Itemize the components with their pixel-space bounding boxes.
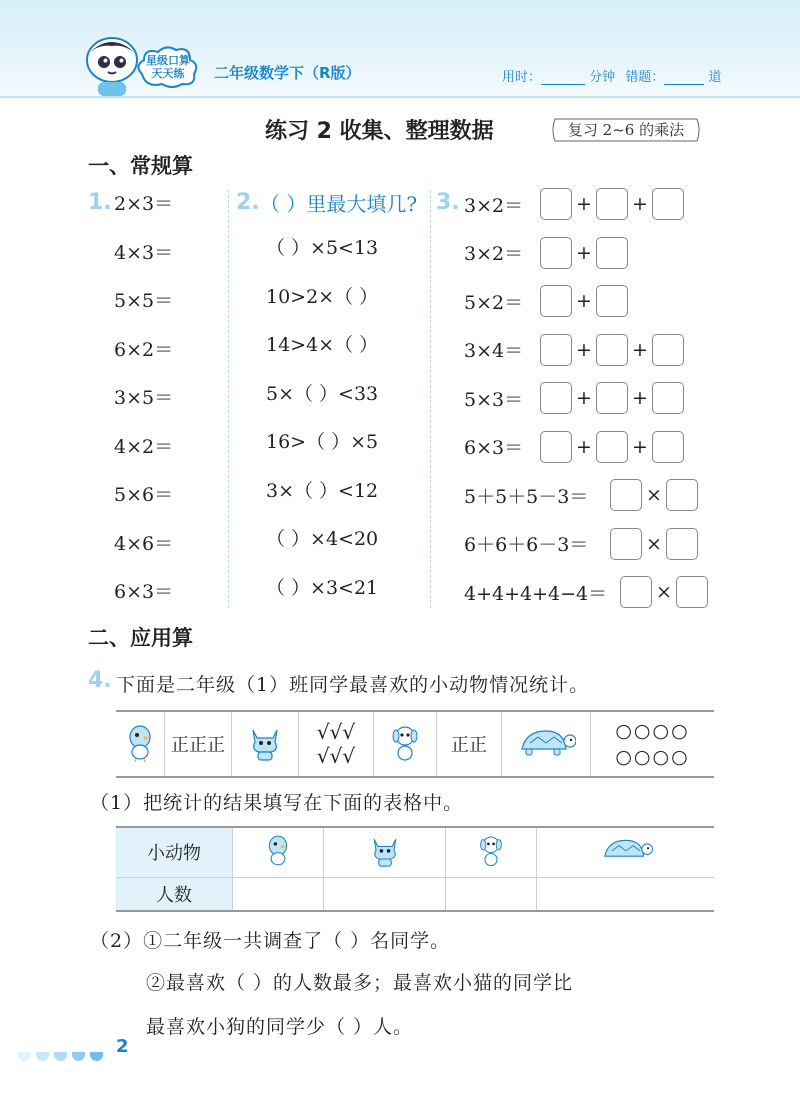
plus-sign: + [576,193,592,215]
q3-row [464,576,794,625]
answer-box[interactable] [596,237,628,269]
q2-row[interactable]: （ ）×4<20 [266,528,379,550]
timer-area [502,66,721,85]
answer-box[interactable] [620,576,652,608]
time-unit: 分钟 [589,70,616,85]
times-sign: × [646,484,662,506]
bird-cell [116,711,165,777]
q2-row[interactable]: （ ）×5<13 [266,237,379,259]
lesson-title: 练习 2 收集、整理数据 [265,119,494,144]
q2-row[interactable]: （ ）×3<21 [266,576,379,599]
plus-sign: + [632,435,648,458]
cat-cell [232,711,299,777]
answer-box[interactable] [652,382,684,414]
q1-row: 5×5＝ [114,290,174,312]
q3-expr: 5＋5＋5－3＝ [464,485,589,508]
q2-title: （ ）里最大填几? [260,192,418,216]
turtle-icon [599,835,653,865]
q4-intro: 下面是二年级（1）班同学最喜欢的小动物情况统计。 [116,674,590,696]
review-badge [549,115,703,145]
q1-row: 6×2＝ [114,338,174,361]
footer-dot [90,1052,103,1061]
answer-box[interactable] [666,479,698,511]
table-header-label: 小动物 [116,827,233,877]
review-text: 复习 2~6 的乘法 [567,121,685,139]
turtle-tally [591,711,715,777]
q3-row [464,334,794,383]
turtle-icon [516,725,576,759]
plus-sign: + [632,193,648,215]
q4-part2-line3: 最喜欢小狗的同学少（ ）人。 [146,1016,414,1038]
times-sign: × [656,581,672,603]
plus-sign: + [576,290,592,312]
answer-box[interactable] [652,334,684,366]
q1-row: 4×3＝ [114,241,174,264]
dog-count-cell[interactable] [446,877,537,911]
q3-row [464,382,794,431]
footer-dot [18,1052,31,1061]
q3-row [464,528,794,577]
answer-box[interactable] [540,237,572,269]
plus-sign: + [576,387,592,409]
section2-title: 二、应用算 [88,626,193,650]
answer-box[interactable] [610,479,642,511]
answer-box[interactable] [540,188,572,220]
q1-row: 3×5＝ [114,387,174,409]
footer-dot [72,1052,85,1061]
q1-row: 2×3＝ [114,193,174,215]
q1-row: 6×3＝ [114,581,174,603]
plus-sign: + [632,387,648,409]
plus-sign: + [576,241,592,264]
plus-sign: + [576,338,592,361]
cat-count-cell[interactable] [323,877,445,911]
footer-decoration [18,1046,108,1065]
result-table [116,826,714,912]
answer-box[interactable] [596,285,628,317]
turtle-header [537,827,714,877]
answer-box[interactable] [540,334,572,366]
times-sign: × [646,532,662,555]
answer-box[interactable] [540,285,572,317]
answer-box[interactable] [652,431,684,463]
bird-header [233,827,324,877]
plus-sign: + [576,435,592,458]
cat-tally [299,711,374,777]
q2-row[interactable]: 16>（ ）×5 [266,431,379,453]
q1-row: 5×6＝ [114,484,174,506]
q2-row[interactable]: 3×（ ）<12 [266,479,379,502]
column-divider [430,190,431,608]
dog-icon [478,832,504,868]
bird-tally: 正正正 [165,711,232,777]
q3-expr: 6＋6＋6－3＝ [464,534,589,556]
cat-tally-line: √√√ [316,720,356,744]
answer-box[interactable] [596,382,628,414]
cat-header [323,827,445,877]
answer-box[interactable] [540,382,572,414]
q1-row: 4×2＝ [114,435,174,458]
q3-expr: 6×3＝ [464,437,524,459]
answer-box[interactable] [596,431,628,463]
brand-line1: 星级口算 [146,54,190,67]
turtle-tally-line: ○○○○ [615,746,690,768]
q3-column [464,188,794,625]
q3-expr: 3×2＝ [464,243,524,265]
q3-expr: 3×4＝ [464,340,524,362]
q1-number: 1. [88,190,112,215]
cat-icon [245,722,285,762]
errors-label: 错题： [625,70,665,85]
dog-header [446,827,537,877]
q3-row [464,431,794,480]
tally-table [116,710,714,778]
q2-column [266,234,426,622]
q3-row [464,285,794,334]
time-label: 用时： [502,70,542,85]
bird-icon [125,722,155,762]
answer-box[interactable] [596,334,628,366]
q3-row [464,188,794,237]
q4-part2-line1: （2）①二年级一共调查了（ ）名同学。 [90,930,451,952]
q3-row [464,479,794,528]
q3-expr: 3×2＝ [464,194,524,217]
answer-box[interactable] [610,528,642,560]
q3-expr: 4+4+4+4−4＝ [464,582,608,605]
q3-number: 3. [436,190,460,215]
book-title: 二年级数学下（R版） [214,64,361,82]
answer-box[interactable] [666,528,698,560]
turtle-count-cell[interactable] [537,877,714,911]
q1-row: 4×6＝ [114,532,174,555]
mascot-icon [82,34,142,98]
brand-line2: 天天练 [151,67,185,80]
answer-box[interactable] [676,576,708,608]
plus-sign: + [632,338,648,361]
footer-dot [54,1052,67,1061]
q3-expr: 5×3＝ [464,388,524,411]
table-row-label: 人数 [116,877,233,911]
brand-logo [134,44,200,90]
turtle-tally-line: ○○○○ [615,720,690,742]
q2-row[interactable]: 5×（ ）<33 [266,382,379,405]
bird-count-cell[interactable] [233,877,324,911]
answer-box[interactable] [540,431,572,463]
q4-part1: （1）把统计的结果填写在下面的表格中。 [90,792,464,814]
q2-number: 2. [236,190,260,215]
errors-unit: 道 [708,70,722,85]
section1-title: 一、常规算 [88,154,193,178]
answer-box[interactable] [596,188,628,220]
cat-tally-line: √√√ [316,744,356,768]
q4-number: 4. [88,668,112,693]
q1-column [114,190,224,627]
bird-icon [265,832,291,868]
turtle-cell [502,711,591,777]
column-divider [228,190,229,608]
dog-tally: 正正 [437,711,502,777]
errors-blank[interactable] [664,84,704,85]
time-blank[interactable] [541,84,585,85]
q2-row[interactable]: 10>2×（ ） [266,285,379,308]
dog-icon [390,722,420,762]
q3-expr: 5×2＝ [464,291,524,314]
answer-box[interactable] [652,188,684,220]
q4-part2-line2: ②最喜欢（ ）的人数最多；最喜欢小猫的同学比 [146,972,574,994]
footer-dot [36,1052,49,1061]
cat-icon [367,832,403,868]
q3-row [464,237,794,286]
dog-cell [374,711,437,777]
page-number: 2 [116,1036,129,1057]
q2-row[interactable]: 14>4×（ ） [266,334,379,356]
